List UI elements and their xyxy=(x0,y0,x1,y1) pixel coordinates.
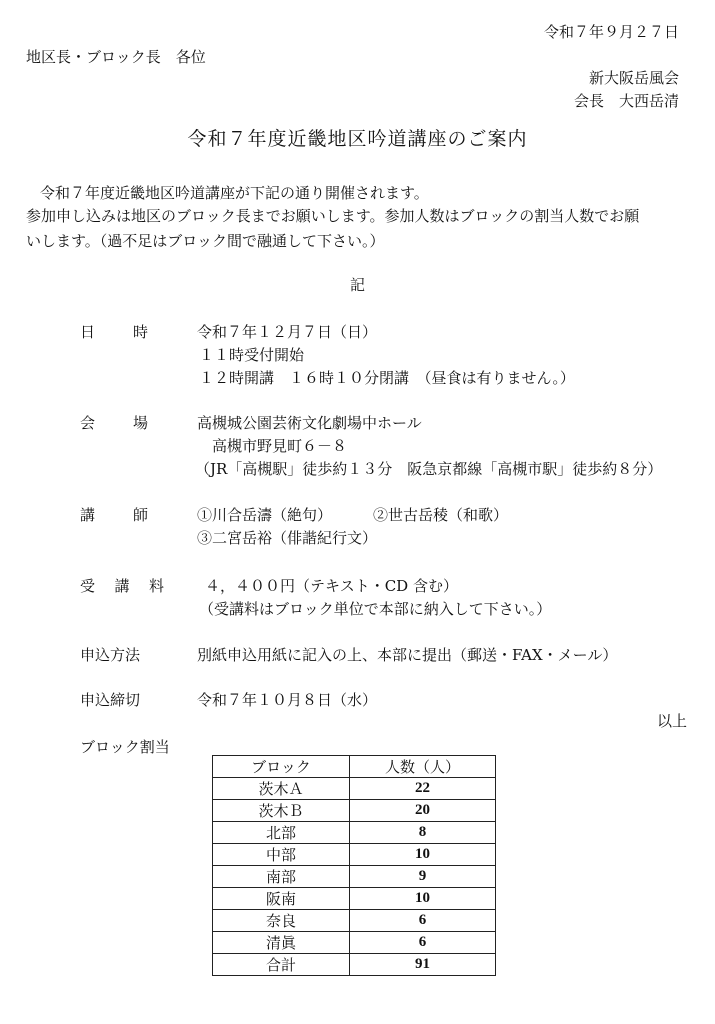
application-value: 別紙申込用紙に記入の上、本部に提出（郵送・FAX・メール） xyxy=(197,646,618,664)
deadline-label: 申込締切 xyxy=(80,691,141,709)
quota-header-block: ブロック xyxy=(213,756,350,778)
datetime-date: 令和７年１２月７日（日） xyxy=(197,323,378,341)
instructors-label xyxy=(80,504,148,525)
closing-mark: 以上 xyxy=(656,712,687,730)
intro-line-3: いします。（過不足はブロック間で融通して下さい。） xyxy=(26,232,385,250)
quota-row xyxy=(213,800,496,822)
sender-name: 会長 大西岳清 xyxy=(573,92,679,110)
document-date: 令和７年９月２７日 xyxy=(543,23,679,41)
quota-row xyxy=(213,866,496,888)
quota-total-row xyxy=(213,954,496,976)
quota-block-cell: 清眞 xyxy=(213,932,350,954)
quota-count-cell: 6 xyxy=(350,910,496,932)
quota-table xyxy=(212,755,496,976)
fee-amount: ４，４００円（テキスト・CD 含む） xyxy=(205,577,458,595)
quota-total-label: 合計 xyxy=(213,954,350,976)
quota-count-cell: 10 xyxy=(350,844,496,866)
quota-count-cell: 20 xyxy=(350,800,496,822)
quota-title: ブロック割当 xyxy=(80,738,170,756)
quota-header-count: 人数（人） xyxy=(350,756,496,778)
quota-block-cell: 茨木Ｂ xyxy=(213,800,350,822)
quota-row xyxy=(213,888,496,910)
quota-count-cell: 10 xyxy=(350,888,496,910)
quota-block-cell: 北部 xyxy=(213,822,350,844)
instructor-2: ②世古岳稜（和歌） xyxy=(373,506,509,524)
fee-label xyxy=(80,575,164,596)
deadline-value: 令和７年１０月８日（水） xyxy=(197,691,378,709)
quota-total-count: 91 xyxy=(350,954,496,976)
document-title: 令和７年度近畿地区吟道講座のご案内 xyxy=(187,128,528,150)
fee-label-char-1: 受 xyxy=(80,577,96,595)
quota-row xyxy=(213,932,496,954)
quota-block-cell: 阪南 xyxy=(213,888,350,910)
fee-note: （受講料はブロック単位で本部に納入して下さい。） xyxy=(199,600,552,618)
instructor-1: ①川合岳濤（絶句） xyxy=(197,506,333,524)
intro-line-1: 令和７年度近畿地区吟道講座が下記の通り開催されます。 xyxy=(40,184,429,202)
quota-count-cell: 9 xyxy=(350,866,496,888)
fee-label-char-3: 料 xyxy=(148,577,164,595)
venue-label xyxy=(80,412,148,433)
quota-header-row xyxy=(213,756,496,778)
datetime-label xyxy=(80,321,148,342)
quota-block-cell: 茨木Ａ xyxy=(213,778,350,800)
datetime-reception: １１時受付開始 xyxy=(199,346,305,364)
instructors-label-char-2: 師 xyxy=(132,506,148,524)
venue-label-char-1: 会 xyxy=(80,414,96,432)
datetime-session: １２時開講 １６時１０分閉講 （昼食は有りません。） xyxy=(199,369,575,387)
venue-name: 高槻城公園芸術文化劇場中ホール xyxy=(197,414,422,432)
quota-block-cell: 中部 xyxy=(213,844,350,866)
instructors-label-char-1: 講 xyxy=(80,506,96,524)
datetime-label-char-2: 時 xyxy=(132,323,148,341)
quota-block-cell: 南部 xyxy=(213,866,350,888)
application-label: 申込方法 xyxy=(80,646,141,664)
quota-row xyxy=(213,844,496,866)
recipient-line: 地区長・ブロック長 各位 xyxy=(26,48,206,66)
quota-row xyxy=(213,910,496,932)
quota-row xyxy=(213,778,496,800)
fee-label-char-2: 講 xyxy=(114,577,130,595)
sender-organization: 新大阪岳風会 xyxy=(588,69,679,87)
venue-address: 高槻市野見町６－８ xyxy=(212,437,348,455)
instructor-3: ③二宮岳裕（俳諧紀行文） xyxy=(197,529,378,547)
venue-label-char-2: 場 xyxy=(132,414,148,432)
quota-count-cell: 22 xyxy=(350,778,496,800)
quota-row xyxy=(213,822,496,844)
quota-block-cell: 奈良 xyxy=(213,910,350,932)
ki-heading: 記 xyxy=(349,276,365,294)
intro-line-2: 参加申し込みは地区のブロック長までお願いします。参加人数はブロックの割当人数でお願 xyxy=(26,207,640,225)
datetime-label-char-1: 日 xyxy=(80,323,96,341)
quota-count-cell: 6 xyxy=(350,932,496,954)
quota-count-cell: 8 xyxy=(350,822,496,844)
venue-access: （JR「高槻駅」徒歩約１３分 阪急京都線「高槻市駅」徒歩約８分） xyxy=(195,460,663,478)
